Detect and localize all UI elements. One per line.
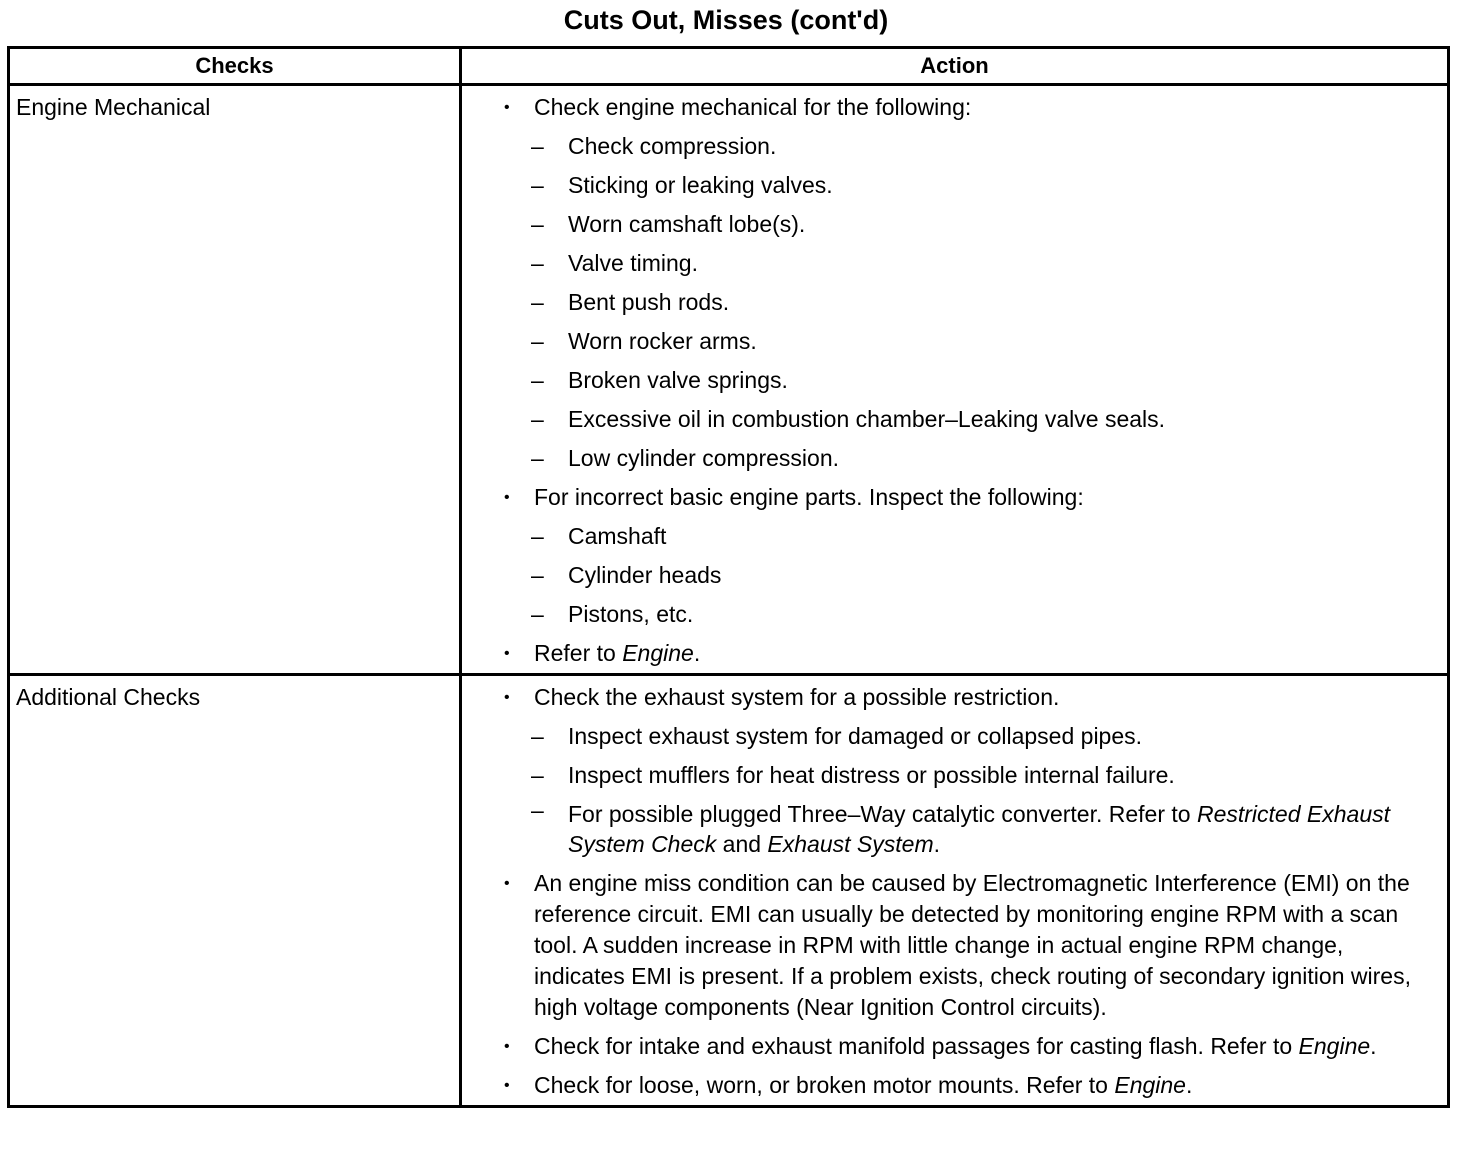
bullet-tail: . <box>1185 1072 1193 1098</box>
bullet-icon: • <box>504 689 510 706</box>
column-header-action: Action <box>461 48 1449 85</box>
action-bullet <box>502 678 1435 717</box>
table-row <box>9 85 1449 675</box>
dash-icon: – <box>531 762 544 788</box>
dash-icon: – <box>531 367 544 393</box>
bullet-text: For incorrect basic engine parts. Inspect the following: <box>534 484 1084 510</box>
dash-icon: – <box>531 445 544 471</box>
subitem-text: Inspect exhaust system for damaged or collapsed pipes. <box>568 723 1143 749</box>
subitem-text: Low cylinder compression. <box>568 445 840 471</box>
subitem-text: Excessive oil in combustion chamber–Leaking valve seals. <box>568 406 1166 432</box>
subitem-text: Worn camshaft lobe(s). <box>568 211 806 237</box>
action-subitem <box>502 283 1435 322</box>
bullet-tail: . <box>1370 1033 1377 1059</box>
reference-link: Engine <box>1298 1033 1371 1059</box>
action-subitem <box>502 244 1435 283</box>
action-subitem <box>502 717 1435 756</box>
bullet-text: An engine miss condition can be caused by Electromagnetic Interference (EMI) on the reference circuit. EMI can usually be detected by monitoring engine RPM with a scan tool. A sudden increase in RPM with little change in actual engine RPM change, indicates EMI is present. If a problem exists, check routing of secondary ignition wires, high voltage components (Near Ignition Control circuits). <box>534 870 1411 1020</box>
subitem-text: Pistons, etc. <box>568 601 694 627</box>
action-bullet <box>502 478 1435 517</box>
action-subitem <box>502 556 1435 595</box>
bullet-text: Check the exhaust system for a possible restriction. <box>534 684 1060 710</box>
action-bullet <box>502 1066 1435 1105</box>
page-title: Cuts Out, Misses (cont'd) <box>563 5 889 35</box>
subitem-text: Sticking or leaking valves. <box>568 172 833 198</box>
dash-icon: – <box>531 406 544 432</box>
bullet-icon: • <box>504 1077 510 1094</box>
action-cell <box>461 675 1449 1107</box>
subitem-text: Bent push rods. <box>568 289 730 315</box>
dash-icon: – <box>531 172 544 198</box>
dash-icon: – <box>531 328 544 354</box>
subitem-text: Worn rocker arms. <box>568 328 757 354</box>
subitem-text: Valve timing. <box>568 250 698 276</box>
dash-icon: – <box>531 250 544 276</box>
reference-link: Exhaust System <box>767 831 934 857</box>
action-cell <box>461 85 1449 675</box>
subitem-text: and <box>716 831 768 857</box>
check-name: Additional Checks <box>9 675 461 1107</box>
bullet-icon: • <box>504 99 510 116</box>
bullet-icon: • <box>504 875 510 892</box>
action-bullet <box>502 864 1435 1027</box>
bullet-icon: • <box>504 489 510 506</box>
action-bullet <box>502 1027 1435 1066</box>
bullet-text: Check for intake and exhaust manifold passages for casting flash. Refer to <box>534 1033 1299 1059</box>
diagnostic-table <box>7 46 1450 1108</box>
reference-link: Engine <box>622 640 694 666</box>
subitem-text: Camshaft <box>568 523 667 549</box>
dash-icon: – <box>531 133 544 159</box>
dash-icon: – <box>531 523 544 549</box>
dash-icon: – <box>531 289 544 315</box>
column-header-checks: Checks <box>9 48 461 85</box>
table-row <box>9 675 1449 1107</box>
dash-icon: – <box>531 723 544 749</box>
subitem-text: Broken valve springs. <box>568 367 788 393</box>
action-subitem <box>502 205 1435 244</box>
subitem-tail: . <box>933 831 940 857</box>
dash-icon: – <box>531 797 544 823</box>
bullet-text: Refer to <box>534 640 623 666</box>
dash-icon: – <box>531 211 544 237</box>
subitem-text: Inspect mufflers for heat distress or possible internal failure. <box>568 762 1175 788</box>
bullet-icon: • <box>504 1038 510 1055</box>
reference-link: Restricted Exhaust System Check <box>568 801 1391 857</box>
action-subitem <box>502 517 1435 556</box>
bullet-text: Check for loose, worn, or broken motor mounts. Refer to <box>534 1072 1115 1098</box>
subitem-text: For possible plugged Three–Way catalytic converter. Refer to <box>568 801 1197 827</box>
subitem-text: Cylinder heads <box>568 562 722 588</box>
action-subitem <box>502 595 1435 634</box>
bullet-icon: • <box>504 645 510 662</box>
action-subitem <box>502 795 1435 864</box>
action-subitem <box>502 361 1435 400</box>
dash-icon: – <box>531 562 544 588</box>
action-subitem <box>502 166 1435 205</box>
action-bullet <box>502 634 1435 673</box>
dash-icon: – <box>531 601 544 627</box>
bullet-text: Check engine mechanical for the following: <box>534 94 972 120</box>
action-subitem <box>502 127 1435 166</box>
action-bullet <box>502 88 1435 127</box>
action-subitem <box>502 400 1435 439</box>
action-subitem <box>502 322 1435 361</box>
action-subitem <box>502 756 1435 795</box>
subitem-text: Check compression. <box>568 133 777 159</box>
bullet-tail: . <box>693 640 701 666</box>
action-subitem <box>502 439 1435 478</box>
table-header-row <box>9 48 1449 85</box>
check-name: Engine Mechanical <box>9 85 461 675</box>
reference-link: Engine <box>1114 1072 1186 1098</box>
